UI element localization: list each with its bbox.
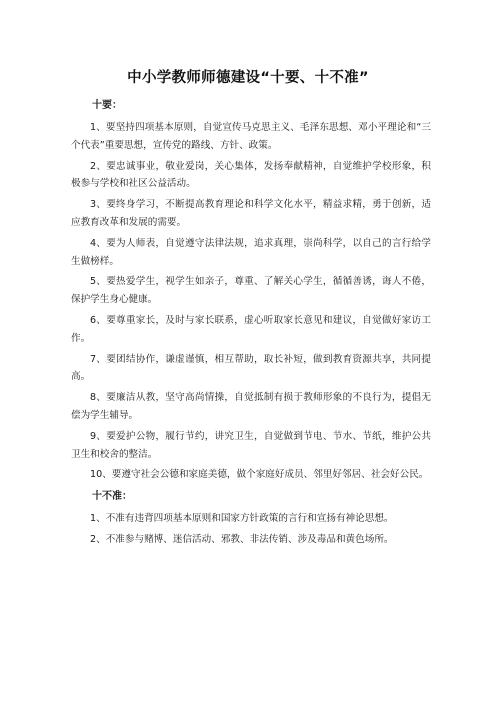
ten-dos-item-2: 2、要忠诚事业，敬业爱岗，关心集体，发扬奉献精神，自觉维护学校形象，积极参与学校和社区公益活动。 — [71, 160, 431, 190]
ten-dos-item-8: 8、要廉洁从教，坚守高尚情操，自觉抵制有损于教师形象的不良行为，提倡无偿为学生辅导。 — [71, 392, 431, 421]
ten-dos-item-7: 7、要团结协作，谦虚谨慎，相互帮助，取长补短，做到教育资源共享，共同提高。 — [71, 353, 431, 383]
ten-dos-item-9: 9、要爱护公物，履行节约，讲究卫生，自觉做到节电、节水、节纸，维护公共卫生和校舍的整洁。 — [71, 430, 431, 460]
document-title: 中小学教师师德建设“十要、十不准” — [127, 70, 369, 86]
ten-dos-item-10: 10、要遵守社会公德和家庭美德，做个家庭好成员、邻里好邻居、社会好公民。 — [90, 469, 429, 481]
ten-donts-item-2: 2、不准参与赌博、迷信活动、邪教、非法传销、涉及毒品和黄色场所。 — [90, 533, 394, 545]
ten-dos-item-1: 1、要坚持四项基本原则，自觉宣传马克思主义、毛泽东思想、邓小平理论和“三个代表”重要思想，宣传党的路线、方针、政策。 — [71, 122, 431, 151]
ten-donts-item-1: 1、不准有违背四项基本原则和国家方针政策的言行和宣扬有神论思想。 — [90, 513, 394, 525]
ten-donts-heading: 十不准： — [92, 491, 132, 503]
ten-dos-item-5: 5、要热爱学生，视学生如亲子，尊重、了解关心学生，循循善诱，诲人不倦，保护学生身心健康。 — [71, 276, 431, 306]
ten-dos-heading: 十要： — [92, 100, 122, 111]
ten-dos-item-3: 3、要终身学习，不断提高教育理论和科学文化水平，精益求精，勇于创新，适应教育改革和发展的需要。 — [71, 199, 431, 228]
document-body — [71, 96, 431, 552]
ten-dos-item-6: 6、要尊重家长，及时与家长联系，虚心听取家长意见和建议，自觉做好家访工作。 — [71, 314, 431, 344]
ten-dos-item-4: 4、要为人师表，自觉遵守法律法规，追求真理，崇尚科学，以自己的言行给学生做榜样。 — [71, 237, 431, 267]
